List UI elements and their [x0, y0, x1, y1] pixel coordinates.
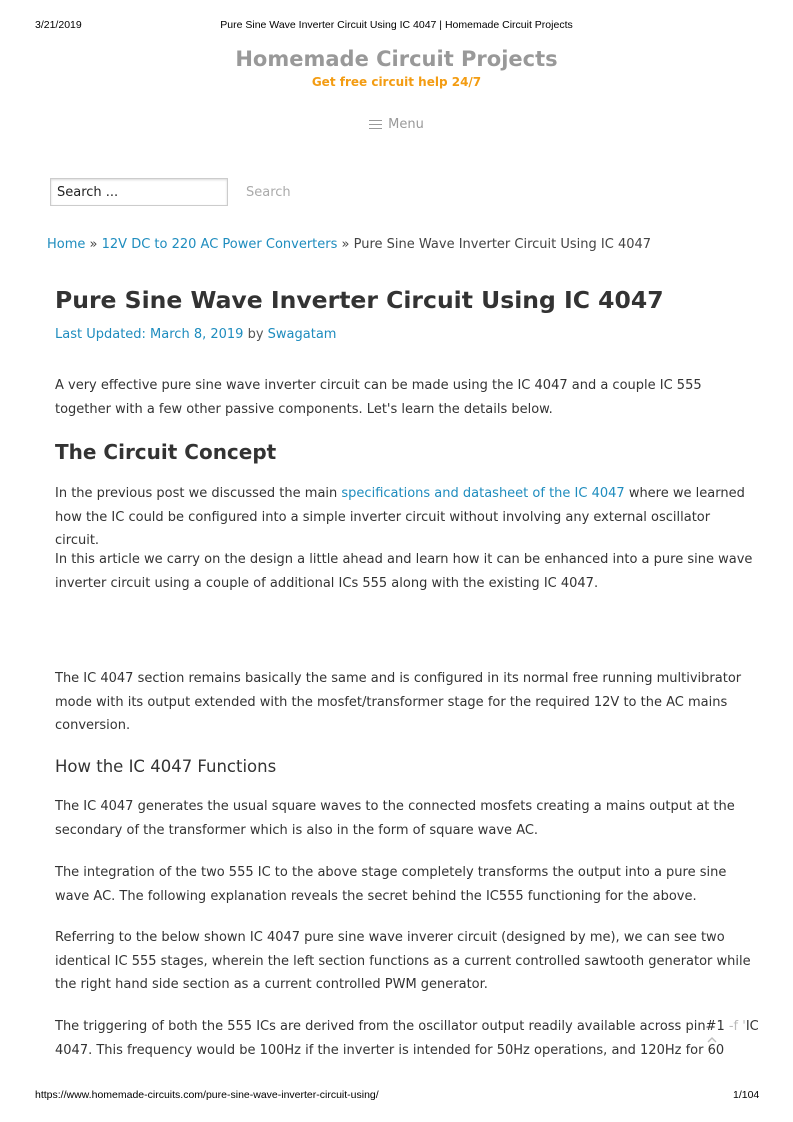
paragraph-integration: The integration of the two 555 IC to the above stage completely transforms the output into a pure sine wave AC. The following explanation reveals the secret behind the IC555 functioning for the above.: [55, 865, 727, 904]
breadcrumb-separator: »: [341, 237, 350, 252]
search-button[interactable]: Search: [246, 185, 291, 200]
heading-circuit-concept: The Circuit Concept: [55, 440, 277, 464]
breadcrumb-home-link[interactable]: Home: [47, 237, 86, 252]
paragraph-square-waves: The IC 4047 generates the usual square waves to the connected mosfets creating a mains output at the secondary of the transformer which is also in the form of square wave AC.: [55, 799, 735, 838]
paragraph-triggering: The triggering of both the 555 ICs are derived from the oscillator output readily available across pin#1 -f 'IC 4047. This frequency would be 100Hz if the inverter is intended for 50Hz operations, and 120Hz for 60: [55, 1019, 759, 1058]
heading-ic4047-functions: How the IC 4047 Functions: [55, 757, 277, 776]
datasheet-link[interactable]: specifications and datasheet of the IC 4047: [341, 486, 625, 501]
site-title[interactable]: Homemade Circuit Projects: [235, 47, 558, 71]
breadcrumb-separator: »: [89, 237, 98, 252]
author-link[interactable]: Swagatam: [267, 327, 337, 342]
post-meta: [55, 327, 336, 342]
hamburger-icon: [369, 117, 382, 132]
paragraph-previous-post: In the previous post we discussed the main specifications and datasheet of the IC 4047 where we learned how the IC could be configured into a simple inverter circuit without involving any external oscillator circuit.: [55, 486, 745, 548]
print-page-number: 1/104: [733, 1089, 760, 1101]
menu-label: Menu: [388, 117, 424, 132]
paragraph-ic4047-section: The IC 4047 section remains basically the same and is configured in its normal free running multivibrator mode with its output extended with the mosfet/transformer stage for the required 12V to the AC mains conversion.: [55, 671, 742, 733]
paragraph-circuit-reference: Referring to the below shown IC 4047 pure sine wave inverer circuit (designed by me), we can see two identical IC 555 stages, wherein the left section functions as a current controlled sawtooth generator while the right hand side section as a current controlled PWM generator.: [55, 930, 751, 992]
paragraph-intro: A very effective pure sine wave inverter circuit can be made using the IC 4047 and a couple IC 555 together with a few other passive components. Let's learn the details below.: [55, 378, 702, 417]
search-input[interactable]: [50, 178, 228, 206]
menu-toggle[interactable]: [0, 117, 793, 132]
scroll-to-top-icon[interactable]: [707, 1035, 717, 1045]
site-tagline: Get free circuit help 24/7: [311, 75, 482, 89]
paragraph-article-design: In this article we carry on the design a little ahead and learn how it can be enhanced into a pure sine wave inverter circuit using a couple of additional ICs 555 along with the existing IC 4047.: [55, 552, 753, 591]
breadcrumb-current: Pure Sine Wave Inverter Circuit Using IC 4047: [353, 237, 652, 252]
page-title: Pure Sine Wave Inverter Circuit Using IC 4047: [55, 286, 664, 314]
updated-date-link[interactable]: Last Updated: March 8, 2019: [55, 327, 244, 342]
print-url: https://www.homemade-circuits.com/pure-sine-wave-inverter-circuit-using/: [35, 1089, 379, 1101]
by-label: by: [247, 327, 264, 342]
breadcrumb-category-link[interactable]: 12V DC to 220 AC Power Converters: [101, 237, 338, 252]
breadcrumb: [47, 237, 651, 252]
print-title: Pure Sine Wave Inverter Circuit Using IC 4047 | Homemade Circuit Projects: [220, 19, 573, 31]
print-date: 3/21/2019: [35, 19, 82, 31]
